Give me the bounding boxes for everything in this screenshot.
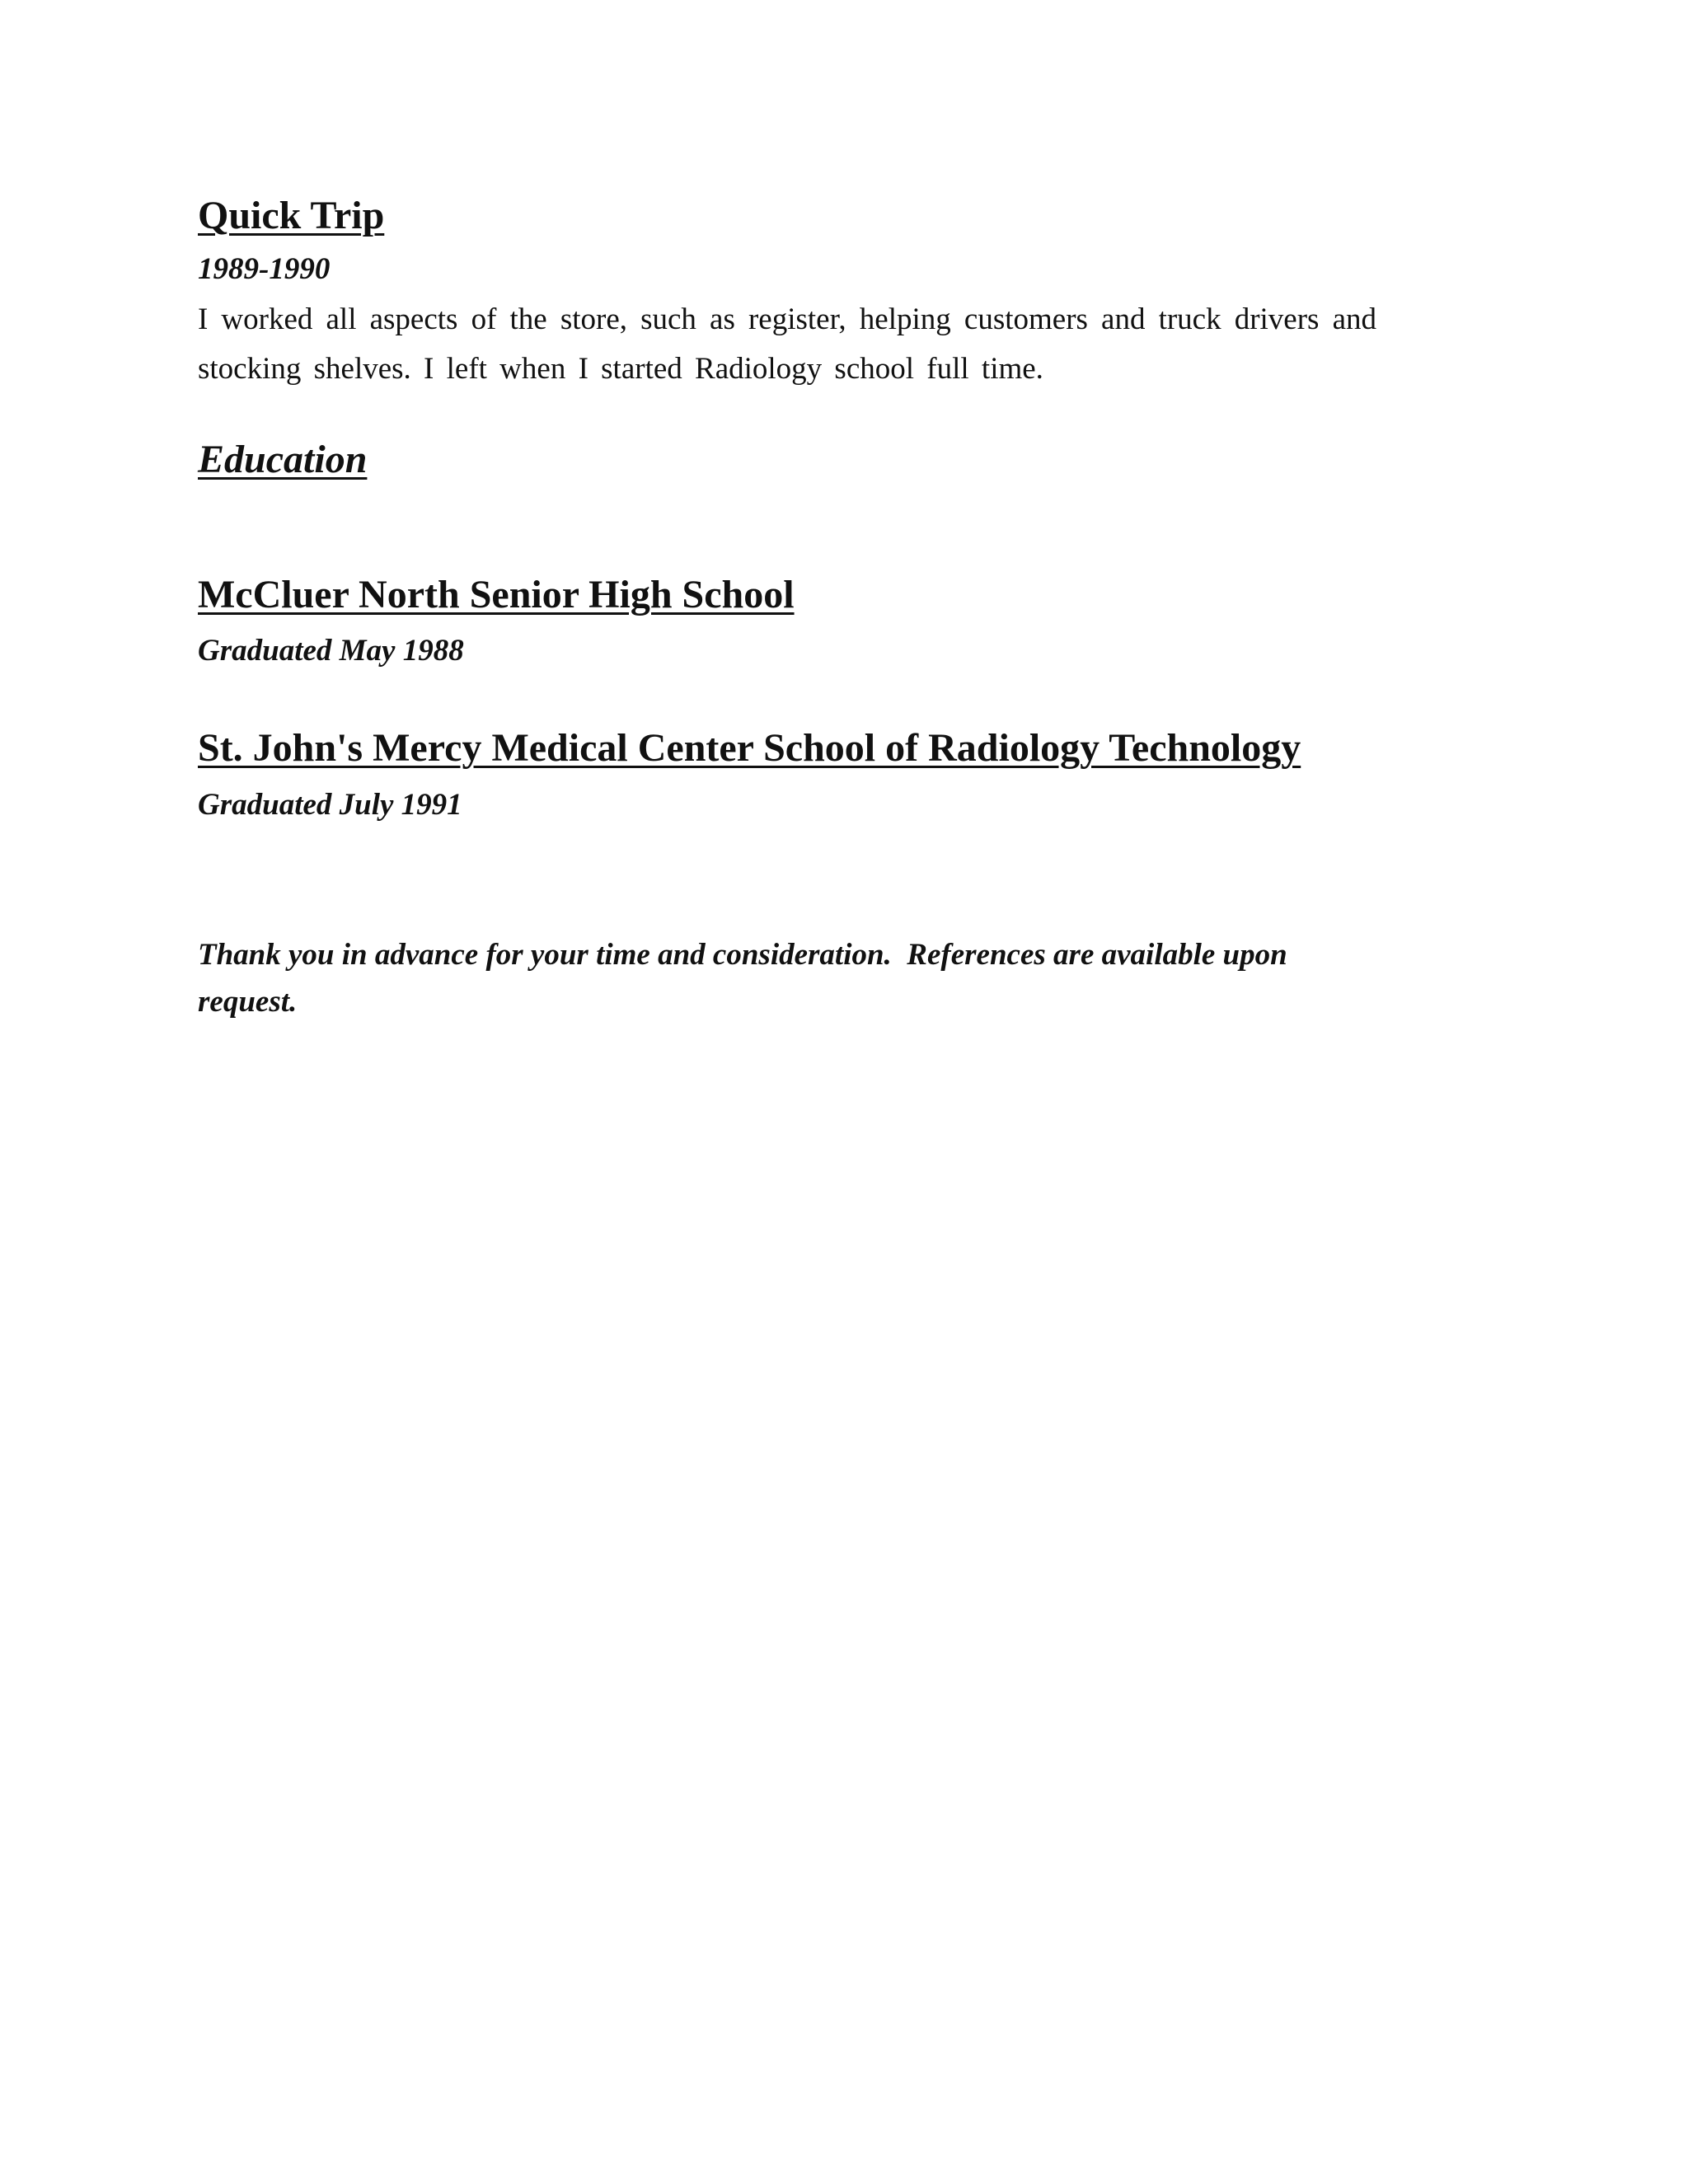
closing-statement: Thank you in advance for your time and consideration. References are available upon request.	[198, 938, 1295, 1019]
school-name: St. John's Mercy Medical Center School of Radiology Technology	[198, 726, 1301, 770]
job-description: I worked all aspects of the store, such as register, helping customers and truck drivers and stocking shelves. I left when I started Radiology school full time.	[198, 302, 1376, 386]
employer-name: Quick Trip	[198, 194, 385, 237]
education-heading: Education	[198, 438, 368, 481]
graduation-date: Graduated July 1991	[198, 788, 462, 822]
graduation-date: Graduated May 1988	[198, 634, 464, 668]
school-name: McCluer North Senior High School	[198, 573, 795, 616]
employment-dates: 1989-1990	[198, 252, 331, 286]
